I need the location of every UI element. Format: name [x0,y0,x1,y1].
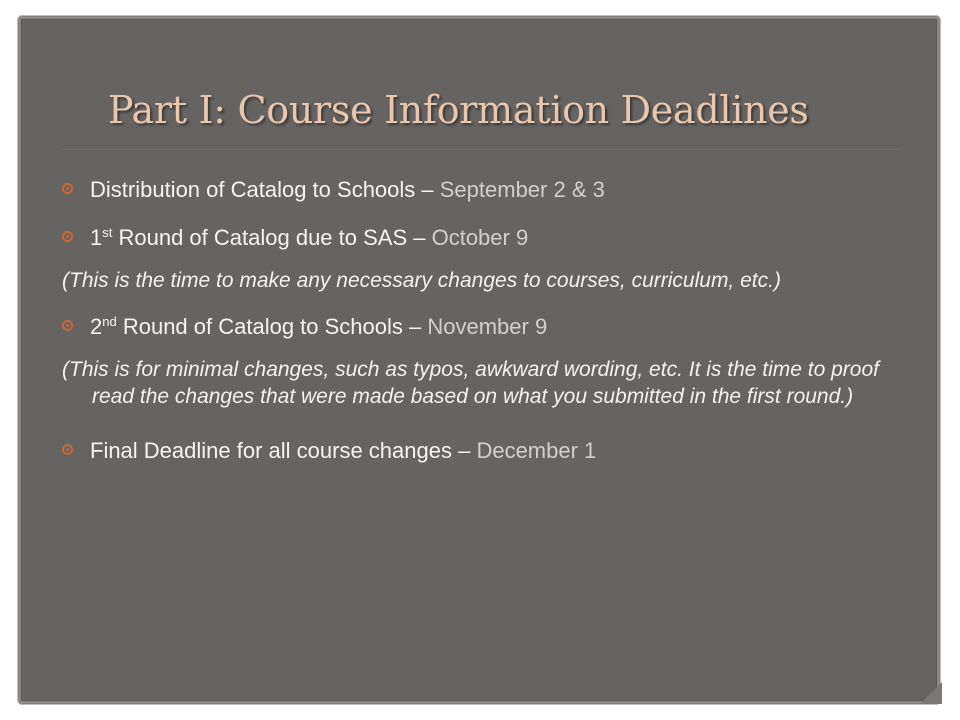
item-text: Round of Catalog due to SAS – [112,225,432,250]
note-second-round: (This is for minimal changes, such as typos, awkward wording, etc. It is the time to proof read the changes that were made based on what you submitted in the first round.) [62,358,879,408]
item-date: December 1 [476,438,597,463]
item-text: Round of Catalog to Schools – [116,314,428,339]
item-ordinal-number: 1 [90,225,103,250]
circled-dot-icon [62,231,73,242]
deadline-item-catalog-distribution [62,175,910,205]
item-text: Distribution of Catalog to Schools – [90,177,440,202]
deadline-item-first-round [62,223,910,253]
circled-dot-icon [62,320,73,331]
title-divider [62,149,902,150]
item-date: November 9 [427,314,548,339]
circled-dot-icon [62,183,73,194]
item-date: September 2 & 3 [439,177,605,202]
item-ordinal-number: 2 [90,314,103,339]
item-ordinal-suffix: nd [102,314,117,329]
note-first-round: (This is the time to make any necessary changes to courses, curriculum, etc.) [62,269,781,292]
deadline-item-final [62,436,910,466]
circled-dot-icon [62,444,73,455]
item-date: October 9 [431,225,529,250]
item-text: Final Deadline for all course changes – [90,438,477,463]
slide-title: Part I: Course Information Deadlines [108,88,809,132]
item-ordinal-suffix: st [102,225,113,240]
slide-content [62,175,910,484]
deadline-item-second-round [62,312,910,342]
